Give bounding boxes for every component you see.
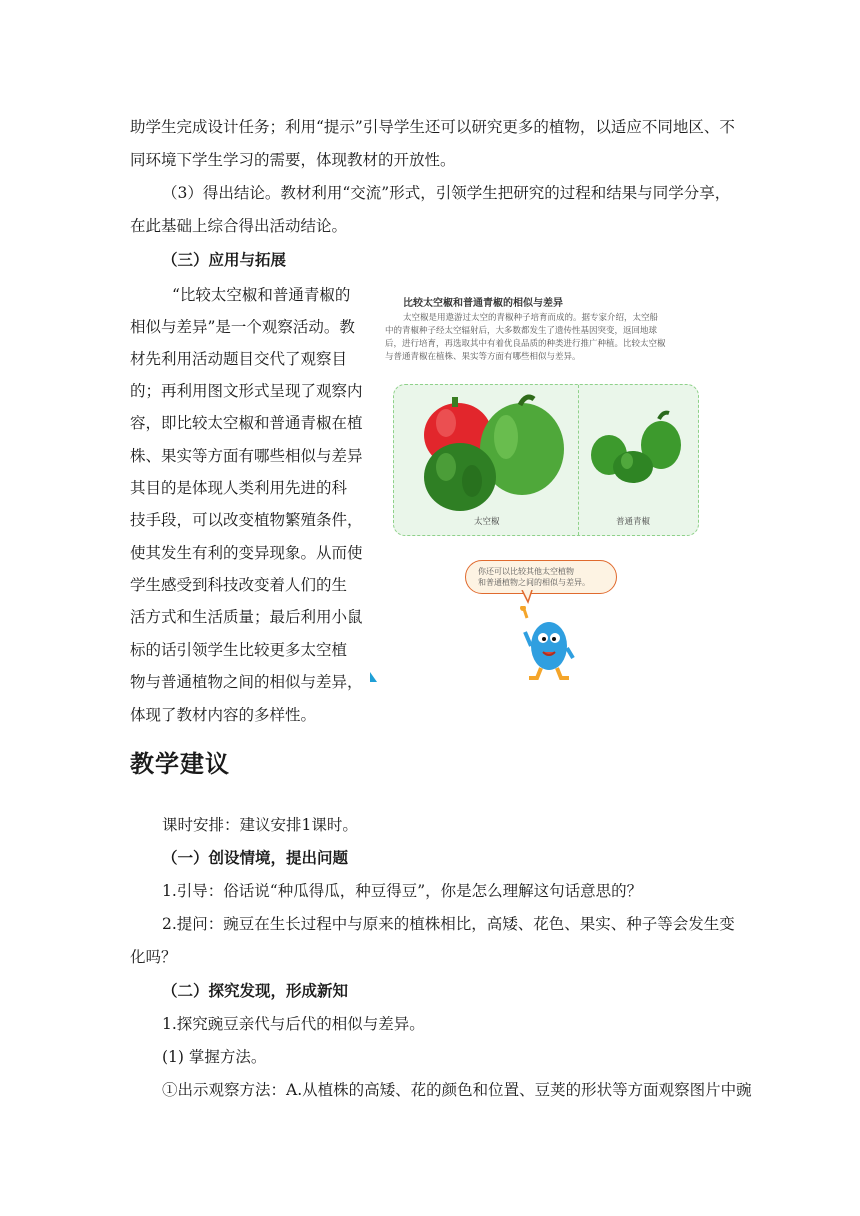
figure-body-line: 太空椒是用遨游过太空的青椒种子培育而成的。据专家介绍，太空船: [403, 313, 659, 323]
figure-title: 比较太空椒和普通青椒的相似与差异: [403, 298, 563, 309]
paragraph-line: 活方式和生活质量；最后利用小鼠: [130, 608, 363, 626]
paragraph-line: 标的话引领学生比较更多太空植: [130, 641, 348, 659]
section-heading-one: （一）创设情境，提出问题: [162, 848, 349, 867]
paragraph-line: 化吗？: [130, 948, 177, 966]
bubble-tail: [520, 590, 534, 604]
paragraph-line: (1) 掌握方法。: [162, 1048, 267, 1066]
paragraph-line: 助学生完成设计任务；利用“提示”引导学生还可以研究更多的植物，以适应不同地区、不: [130, 118, 735, 136]
figure-body-line: 后，进行培育，再选取其中有着优良品质的种类进行推广种植。比较太空椒: [385, 339, 666, 349]
green-pepper-image: [579, 385, 699, 513]
caption-space-pepper: 太空椒: [474, 517, 500, 527]
bubble-line: 你还可以比较其他太空植物: [478, 567, 574, 576]
textbook-figure: [385, 290, 705, 690]
page-title: 教学建议: [130, 749, 230, 778]
paragraph-line: 1.探究豌豆亲代与后代的相似与差异。: [162, 1015, 425, 1033]
mascot-icon: [513, 606, 583, 686]
paragraph-line: 其目的是体现人类利用先进的科: [130, 479, 348, 497]
bubble-text: [478, 566, 608, 588]
paragraph-line: “比较太空椒和普通青椒的: [172, 286, 351, 304]
paragraph-line: 材先利用活动题目交代了观察目: [130, 350, 348, 368]
figure-body-line: 与普通青椒在植株、果实等方面有哪些相似与差异。: [385, 352, 581, 362]
paragraph-line: 使其发生有利的变异现象。从而使: [130, 544, 363, 562]
paragraph-line: 体现了教材内容的多样性。: [130, 706, 317, 724]
paragraph-line: 2.提问：豌豆在生长过程中与原来的植株相比，高矮、花色、果实、种子等会发生变: [162, 915, 735, 933]
paragraph-line: 株、果实等方面有哪些相似与差异: [130, 447, 363, 465]
lesson-time: 课时安排：建议安排1课时。: [162, 816, 358, 834]
paragraph-line: 物与普通植物之间的相似与差异，: [130, 673, 363, 691]
paragraph-line: 技手段，可以改变植物繁殖条件，: [130, 511, 363, 529]
figure-body-line: 中的青椒种子经太空辐射后，大多数都发生了遗传性基因突变，返回地球: [385, 326, 658, 336]
bubble-line: 和普通植物之间的相似与差异。: [478, 578, 590, 587]
space-pepper-image: [394, 385, 578, 513]
paragraph-line: 容，即比较太空椒和普通青椒在植: [130, 414, 363, 432]
section-heading-apply: （三）应用与拓展: [162, 250, 287, 269]
paragraph-line: 学生感受到科技改变着人们的生: [130, 576, 348, 594]
figure-body: [385, 312, 703, 364]
paragraph-line: （3）得出结论。教材利用“交流”形式，引领学生把研究的过程和结果与同学分享，: [162, 184, 731, 202]
cursor-icon: [368, 672, 378, 684]
paragraph-line: ①出示观察方法：A.从植株的高矮、花的颜色和位置、豆荚的形状等方面观察图片中豌: [162, 1081, 752, 1099]
pepper-comparison-box: [393, 384, 699, 536]
paragraph-line: 的；再利用图文形式呈现了观察内: [130, 382, 363, 400]
paragraph-line: 在此基础上综合得出活动结论。: [130, 217, 348, 235]
paragraph-line: 相似与差异”是一个观察活动。教: [130, 318, 355, 336]
caption-green-pepper: 普通青椒: [616, 517, 651, 527]
speech-bubble: [465, 560, 617, 594]
section-heading-two: （二）探究发现，形成新知: [162, 981, 349, 1000]
paragraph-line: 同环境下学生学习的需要，体现教材的开放性。: [130, 151, 456, 169]
paragraph-line: 1.引导：俗话说“种瓜得瓜，种豆得豆”，你是怎么理解这句话意思的？: [162, 882, 643, 900]
